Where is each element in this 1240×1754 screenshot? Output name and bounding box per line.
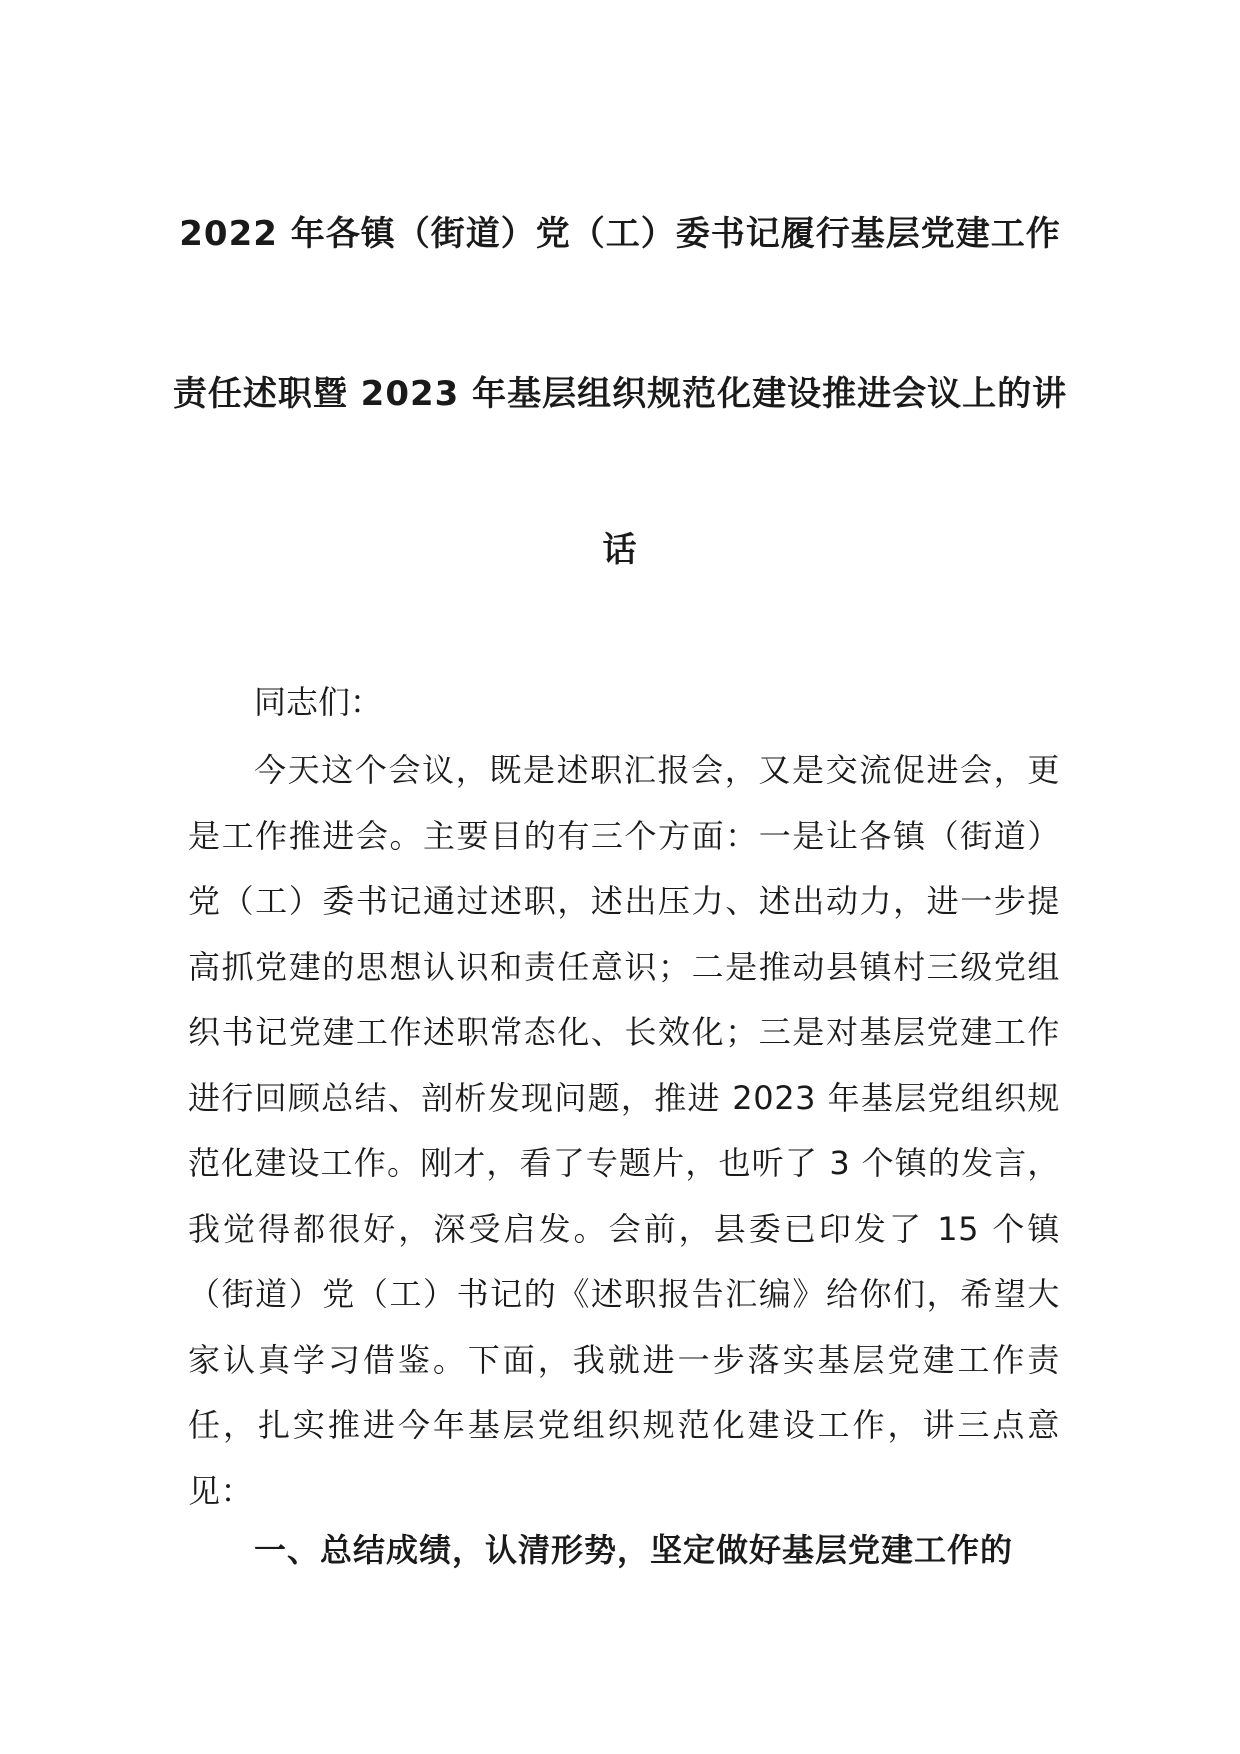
document-title-line-2: 责任述职暨 2023 年基层组织规范化建设推进会议上的讲 <box>172 374 1068 414</box>
document-title-line-3: 话 <box>602 530 638 570</box>
section-heading: 一、总结成绩，认清形势，坚定做好基层党建工作的 <box>254 1531 1014 1569</box>
document-title-line-1: 2022 年各镇（街道）党（工）委书记履行基层党建工作 <box>179 214 1061 254</box>
body-paragraph: 今天这个会议，既是述职汇报会，又是交流促进会，更是工作推进会。主要目的有三个方面：一是让各镇（街道）党（工）委书记通过述职，述出压力、述出动力，进一步提高抓党建的思想认识和责任意识；二是推动县镇村三级党组织书记党建工作述职常态化、长效化；三是对基层党建工作进行回顾总结、剖析发现问题，推进 2023 年基层党组织规范化建设工作。刚才，看了专题片，也听了 3 个镇的发言，我觉得都很好，深受启发。会前，县委已印发了 15 个镇（街道）党（工）书记的《述职报告汇编》给你们，希望大家认真学习借鉴。下面，我就进一步落实基层党建工作责任，扎实推进今年基层党组织规范化建设工作，讲三点意见： <box>188 751 1060 1510</box>
salutation: 同志们： <box>254 683 383 721</box>
